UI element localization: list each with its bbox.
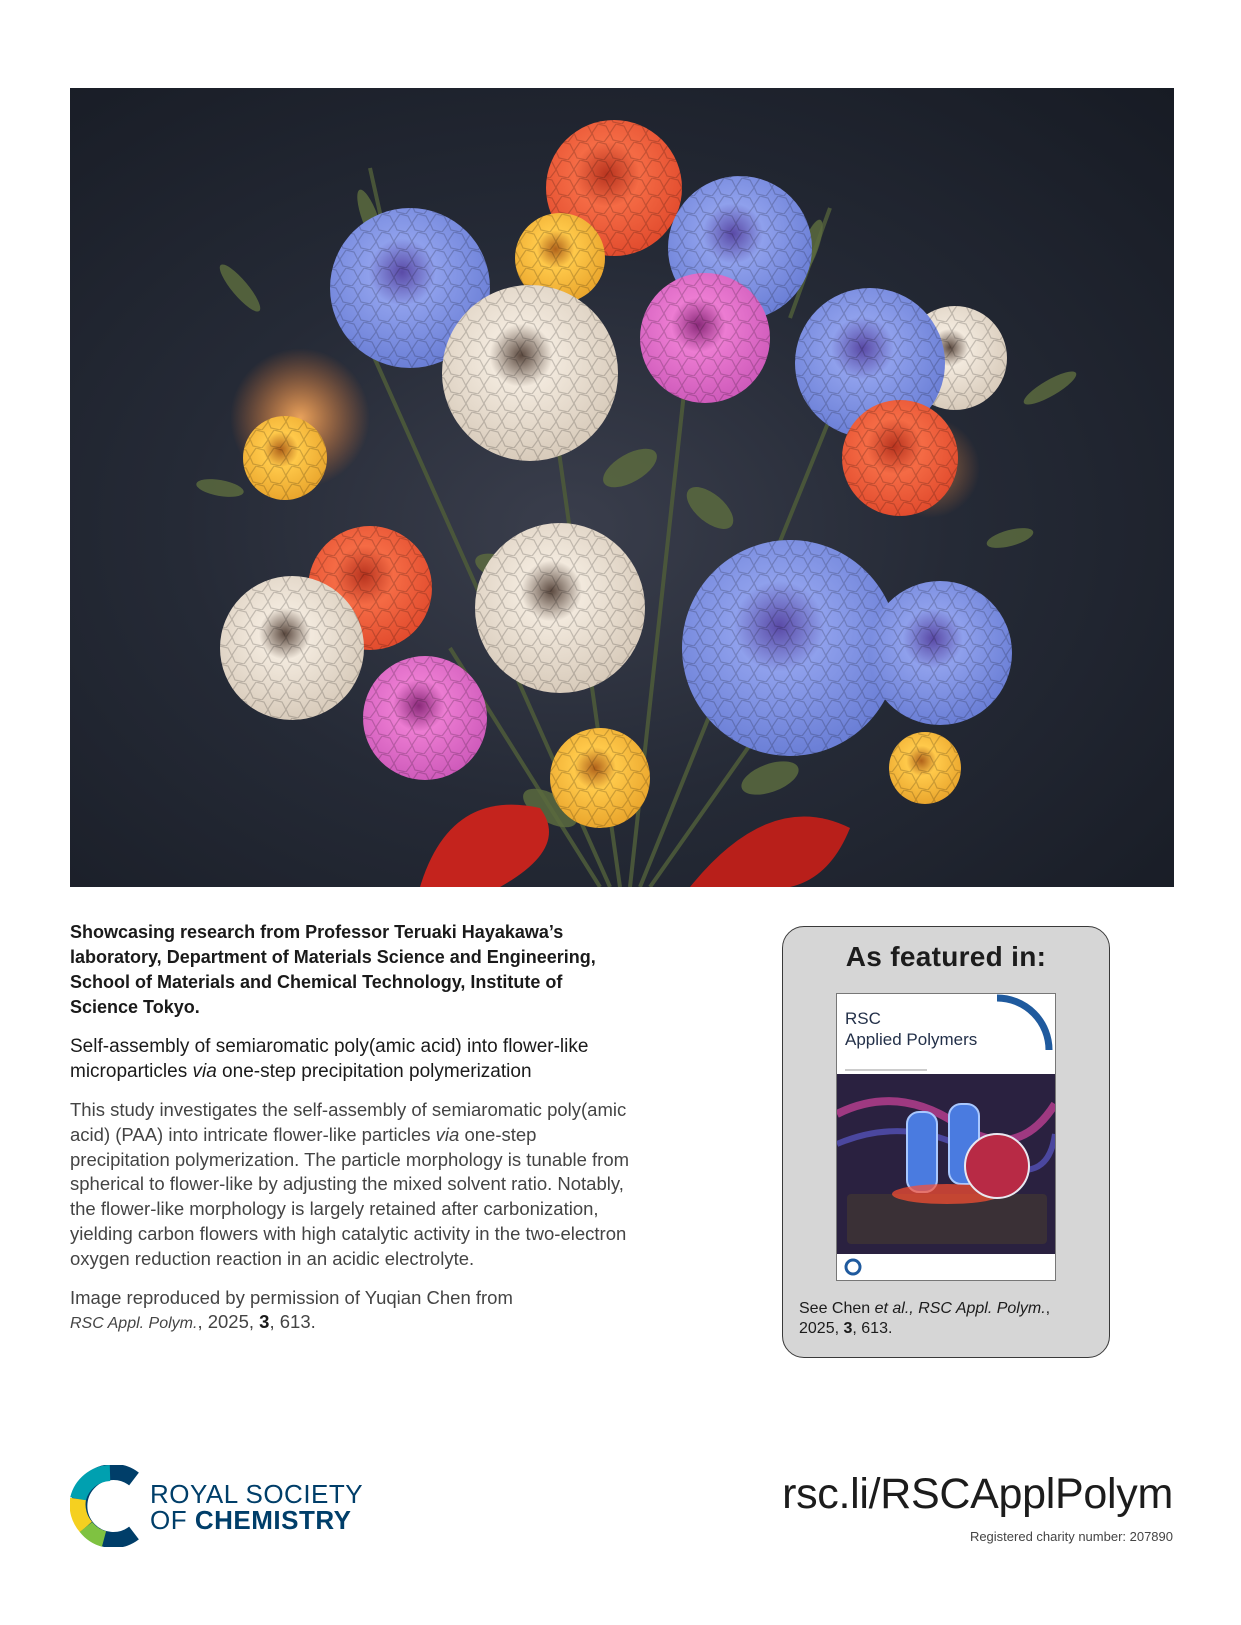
journal-url-link[interactable]: rsc.li/RSCApplPolym [782,1470,1173,1518]
article-abstract [70,1098,630,1272]
see-prefix: See Chen [799,1300,875,1317]
journal-cover-thumbnail[interactable] [836,993,1056,1281]
article-title-part: Self-assembly of semiaromatic poly(amic acid) into flower-like microparticles [70,1036,589,1082]
credit-pages: , 613. [269,1310,316,1332]
featured-citation [799,1299,1050,1339]
article-description [70,920,630,1336]
see-pages: , 613. [852,1320,893,1337]
abstract-part: one-step precipitation polymerization. The particle morphology is tunable from spherical to flower-like by adjusting the mixed solvent ratio. Notably, the flower-like morphology is largely retained after carbonization, yielding carbon flowers with high catalytic activity in the two-electron oxygen reduction reaction in an acidic electrolyte. [70,1123,630,1269]
cover-graphics [837,994,1055,1281]
image-credit [70,1286,630,1336]
rsc-name-chemistry: CHEMISTRY [194,1505,352,1535]
featured-in-box [782,926,1110,1358]
featured-heading: As featured in: [845,941,1047,972]
showcase-statement: Showcasing research from Professor Teruaki Hayakawa’s laboratory, Department of Materials Science and Engineering, School of Materials and Chemical Technology, Institute of Science Tokyo. [70,922,596,1017]
credit-line: Image reproduced by permission of Yuqian Chen from [70,1286,513,1308]
credit-year: , 2025, [197,1310,260,1332]
rsc-name-of: OF [150,1505,195,1535]
cover-image-flower-bouquet [70,88,1174,887]
rsc-name [150,1481,363,1533]
rsc-name-line1: ROYAL SOCIETY [150,1479,364,1509]
see-journal: , RSC Appl. Polym. [909,1300,1046,1317]
see-suffix: , [1045,1300,1051,1317]
cover-title-line2: Applied Polymers [845,1030,978,1049]
flower-bouquet-illustration [70,88,1174,887]
abstract-italic: via [435,1123,460,1145]
see-volume: 3 [843,1320,853,1337]
article-title-part: one-step precipitation polymerization [216,1061,532,1082]
article-title-italic: via [192,1061,217,1082]
rsc-logo-icon [70,1465,142,1547]
credit-volume: 3 [259,1310,270,1332]
see-year: 2025, [799,1320,844,1337]
abstract-part: This study investigates the self-assembly of semiaromatic poly(amic acid) (PAA) into intricate flower-like particles [70,1099,627,1145]
charity-number: Registered charity number: 207890 [969,1529,1173,1544]
rsc-logo[interactable] [70,1465,370,1545]
see-etal: et al. [874,1300,910,1317]
credit-journal: RSC Appl. Polym. [70,1314,198,1332]
cover-title-line1: RSC [845,1009,881,1028]
article-title [70,1034,630,1084]
